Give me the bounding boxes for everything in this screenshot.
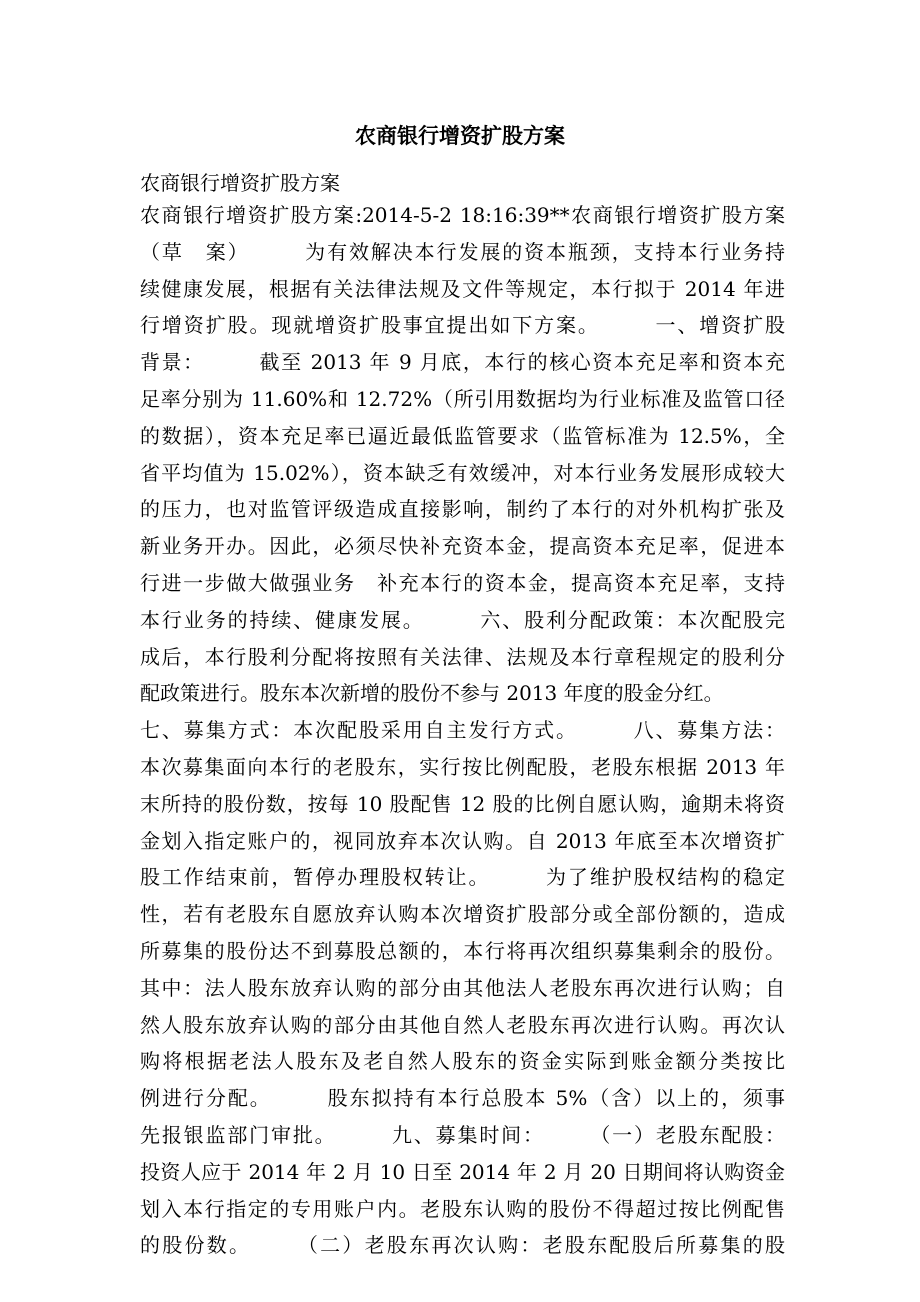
body-line: 本行业务的持续、健康发展。 六、股利分配政策：本次配股完 (140, 607, 785, 632)
body-line: 成后，本行股利分配将按照有关法律、法规及本行章程规定的股利分 (140, 644, 785, 669)
body-line: 划入本行指定的专用账户内。老股东认购的股份不得超过按比例配售 (140, 1196, 785, 1221)
body-line: 背景： 截至 2013 年 9 月底，本行的核心资本充足率和资本充 (140, 350, 785, 375)
body-line: 的数据），资本充足率已逼近最低监管要求（监管标准为 12.5%，全 (140, 423, 785, 448)
body-line: 配政策进行。股东本次新增的股份不参与 2013 年度的股金分红。 (140, 681, 724, 706)
body-line: 新业务开办。因此，必须尽快补充资本金，提高资本充足率，促进本 (140, 534, 785, 559)
body-line: 投资人应于 2014 年 2 月 10 日至 2014 年 2 月 20 日期间将认购资金 (140, 1159, 785, 1184)
document-title: 农商银行增资扩股方案 (355, 124, 565, 148)
document-subtitle: 农商银行增资扩股方案 (140, 171, 340, 195)
body-line: 行增资扩股。现就增资扩股事宜提出如下方案。 一、增资扩股 (140, 313, 785, 338)
body-line: 的股份数。 （二）老股东再次认购：老股东配股后所募集的股 (140, 1233, 785, 1258)
body-line: 然人股东放弃认购的部分由其他自然人老股东再次进行认购。再次认 (140, 1012, 785, 1037)
body-line: 足率分别为 11.60%和 12.72%（所引用数据均为行业标准及监管口径 (140, 386, 785, 411)
body-line: 所募集的股份达不到募股总额的，本行将再次组织募集剩余的股份。 (140, 938, 785, 963)
body-line: 例进行分配。 股东拟持有本行总股本 5%（含）以上的，须事 (140, 1086, 785, 1111)
document-body (140, 197, 785, 1264)
body-line: 股工作结束前，暂停办理股权转让。 为了维护股权结构的稳定 (140, 865, 785, 890)
body-line: 先报银监部门审批。 九、募集时间： （一）老股东配股： (140, 1122, 785, 1147)
body-line: 省平均值为 15.02%），资本缺乏有效缓冲，对本行业务发展形成较大 (140, 460, 785, 485)
body-line: 农商银行增资扩股方案:2014-5-2 18:16:39**农商银行增资扩股方案 (140, 203, 785, 227)
body-line: 其中：法人股东放弃认购的部分由其他法人老股东再次进行认购；自 (140, 975, 785, 1000)
body-line: 行进一步做大做强业务 补充本行的资本金，提高资本充足率，支持 (140, 570, 785, 595)
body-line: 本次募集面向本行的老股东，实行按比例配股，老股东根据 2013 年 (140, 754, 785, 779)
body-line: 购将根据老法人股东及老自然人股东的资金实际到账金额分类按比 (140, 1049, 785, 1074)
body-line: 金划入指定账户的，视同放弃本次认购。自 2013 年底至本次增资扩 (140, 828, 785, 853)
body-line: 续健康发展，根据有关法律法规及文件等规定，本行拟于 2014 年进 (140, 276, 785, 301)
body-line: 七、募集方式：本次配股采用自主发行方式。 八、募集方法： (140, 718, 785, 743)
body-line: 性，若有老股东自愿放弃认购本次增资扩股部分或全部份额的，造成 (140, 902, 785, 927)
body-line: 的压力，也对监管评级造成直接影响，制约了本行的对外机构扩张及 (140, 497, 785, 522)
body-line: （草 案） 为有效解决本行发展的资本瓶颈，支持本行业务持 (140, 239, 785, 264)
body-line: 末所持的股份数，按每 10 股配售 12 股的比例自愿认购，逾期未将资 (140, 791, 785, 816)
